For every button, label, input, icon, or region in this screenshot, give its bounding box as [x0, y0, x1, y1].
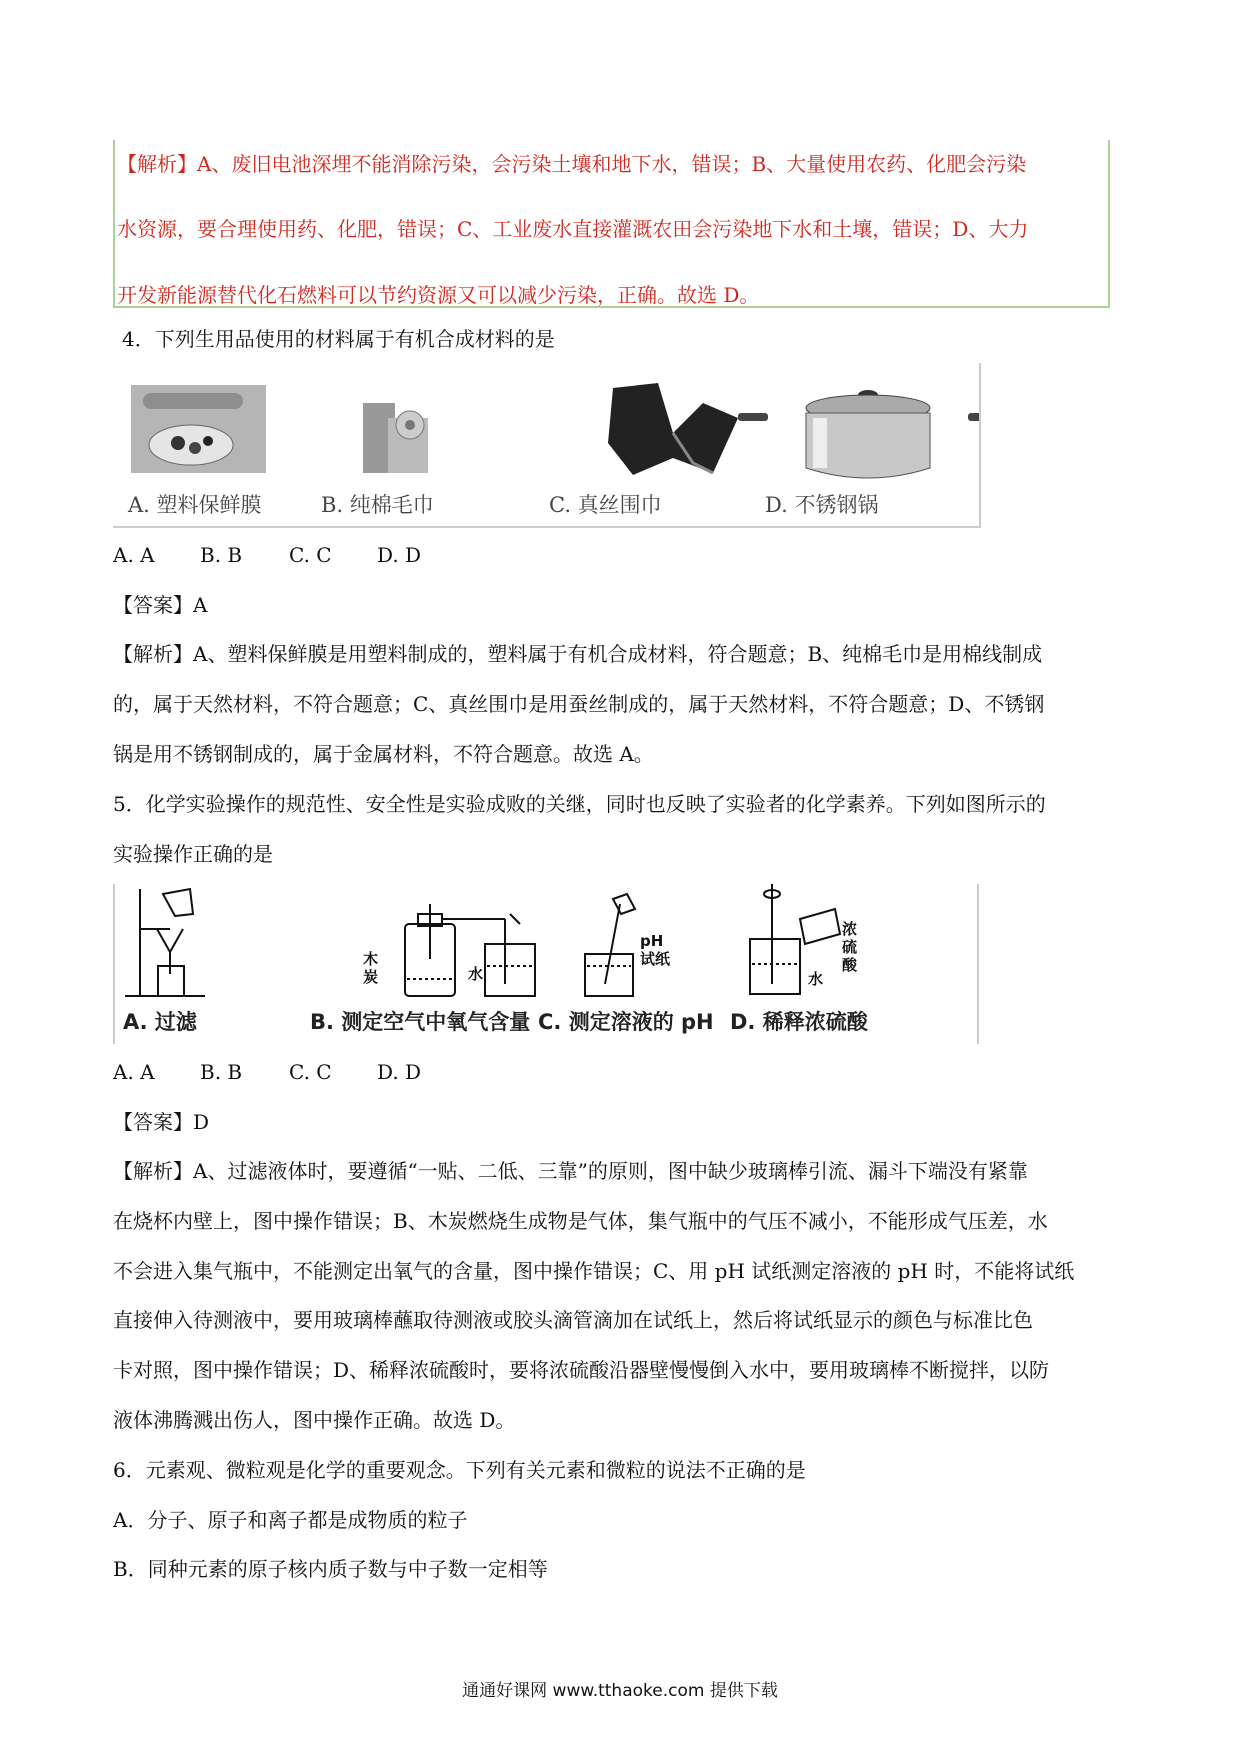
q4-caption-d: D. 不锈钢锅	[765, 493, 879, 517]
q5-stem-line-2: 实验操作正确的是	[113, 842, 273, 866]
q5-analysis-line-2: 在烧杯内壁上，图中操作错误；B、木炭燃烧生成物是气体，集气瓶中的气压不减小，不能形成气压差，水	[113, 1209, 1048, 1233]
q4-option-a: A. A	[113, 543, 155, 567]
q5-analysis-line-6: 液体沸腾溅出伤人，图中操作正确。故选 D。	[113, 1408, 516, 1432]
dilute-acid-apparatus	[750, 884, 840, 994]
q3-analysis-line-2: 水资源，要合理使用药、化肥，错误；C、工业废水直接灌溉农田会污染地下水和土壤，错误；D、大力	[117, 217, 1029, 241]
q4-analysis-line-1: 【解析】A、塑料保鲜膜是用塑料制成的，塑料属于有机合成材料，符合题意；B、纯棉毛巾是用棉线制成	[113, 642, 1043, 666]
q5-answer: 【答案】D	[113, 1110, 210, 1134]
label-charcoal-1: 木	[363, 950, 379, 968]
q5-analysis-line-4: 直接伸入待测液中，要用玻璃棒蘸取待测液或胶头滴管滴加在试纸上，然后将试纸显示的颜色与标准比色	[113, 1308, 1033, 1332]
q5-image-strip	[113, 884, 979, 1044]
filtration-apparatus	[125, 889, 205, 996]
q5-analysis-line-3: 不会进入集气瓶中，不能测定出氧气的含量，图中操作错误；C、用 pH 试纸测定溶液的 pH 时，不能将试纸	[113, 1259, 1075, 1283]
q6-option-b: B．同种元素的原子核内质子数与中子数一定相等	[113, 1557, 548, 1581]
q4-option-b: B. B	[200, 543, 243, 567]
page-footer: 通通好课网 www.tthaoke.com 提供下载	[462, 1681, 778, 1701]
q5-option-d: D. D	[377, 1060, 422, 1084]
q5-option-c: C. C	[289, 1060, 332, 1084]
q5-option-b: B. B	[200, 1060, 243, 1084]
label-acid-3: 酸	[842, 956, 858, 974]
q4-caption-a: A. 塑料保鲜膜	[128, 493, 262, 517]
q3-analysis-line-1: 【解析】A、废旧电池深埋不能消除污染，会污染土壤和地下水，错误；B、大量使用农药、化肥会污染	[117, 152, 1027, 176]
label-water-b: 水	[468, 965, 484, 983]
label-ph: pH	[640, 932, 664, 950]
steel-pot-image	[738, 390, 979, 478]
q5-caption-a: A. 过滤	[123, 1010, 197, 1034]
q4-analysis-line-2: 的，属于天然材料，不符合题意；C、真丝围巾是用蚕丝制成的，属于天然材料，不符合题意；D、不锈钢	[113, 692, 1045, 716]
q4-answer: 【答案】A	[113, 593, 208, 617]
q5-option-a: A. A	[113, 1060, 155, 1084]
label-ph-paper: 试纸	[640, 950, 671, 968]
label-water-d: 水	[808, 970, 824, 988]
q5-analysis-line-1: 【解析】A、过滤液体时，要遵循“一贴、二低、三靠”的原则，图中缺少玻璃棒引流、漏斗下端没有紧靠	[113, 1159, 1028, 1183]
label-acid-2: 硫	[842, 938, 858, 956]
q3-analysis-line-3: 开发新能源替代化石燃料可以节约资源又可以减少污染，正确。故选 D。	[117, 283, 760, 307]
q4-caption-b: B. 纯棉毛巾	[321, 493, 434, 517]
q4-stem: 4．下列生用品使用的材料属于有机合成材料的是	[122, 327, 555, 351]
q5-analysis-line-5: 卡对照，图中操作错误；D、稀释浓硫酸时，要将浓硫酸沿器壁慢慢倒入水中，要用玻璃棒不断搅拌，以防	[113, 1358, 1050, 1382]
q4-option-c: C. C	[289, 543, 332, 567]
q5-stem-line-1: 5．化学实验操作的规范性、安全性是实验成败的关继，同时也反映了实验者的化学素养。下列如图所示的	[113, 792, 1046, 816]
q5-caption-b: B. 测定空气中氧气含量	[310, 1010, 531, 1034]
q5-caption-c: C. 测定溶液的 pH	[538, 1010, 714, 1034]
q4-image-strip	[113, 363, 981, 528]
q4-caption-c: C. 真丝围巾	[549, 493, 662, 517]
label-acid-1: 浓	[842, 920, 858, 938]
q4-analysis-line-3: 锅是用不锈钢制成的，属于金属材料，不符合题意。故选 A。	[113, 742, 654, 766]
q4-option-d: D. D	[377, 543, 422, 567]
q6-option-a: A．分子、原子和离子都是成物质的粒子	[113, 1508, 468, 1532]
silk-scarf-image	[608, 383, 738, 475]
ph-test-apparatus	[585, 894, 635, 996]
towel-image	[363, 403, 428, 473]
plastic-wrap-image	[131, 385, 266, 473]
q5-caption-d: D. 稀释浓硫酸	[730, 1010, 868, 1034]
label-charcoal-2: 炭	[363, 968, 379, 986]
q6-stem: 6．元素观、微粒观是化学的重要观念。下列有关元素和微粒的说法不正确的是	[113, 1458, 806, 1482]
